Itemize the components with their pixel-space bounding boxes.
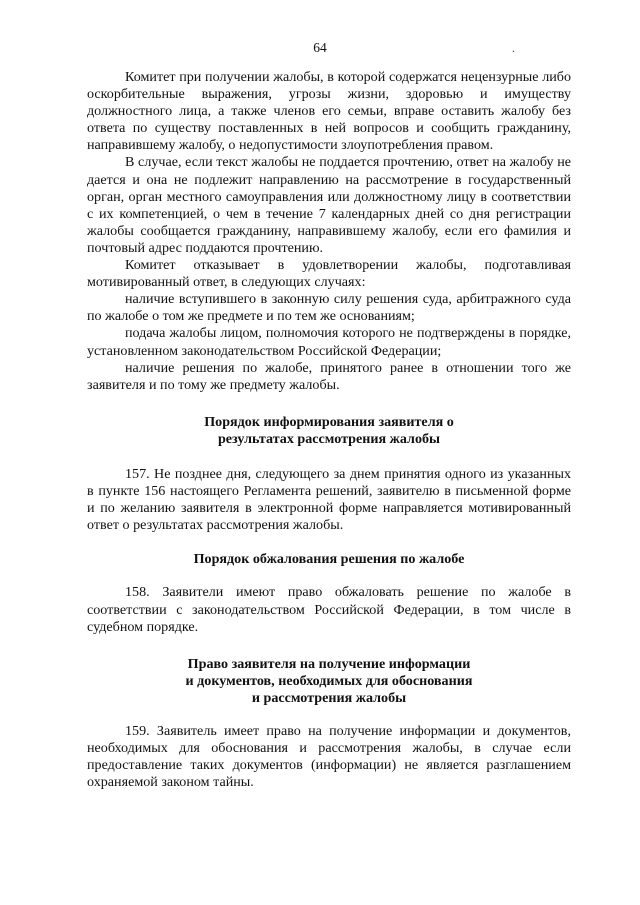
paragraph-prior-decision: наличие решения по жалобе, принятого ранее в отношении того же заявителя и по тому же предмету жалобы. xyxy=(87,359,571,393)
paragraph-court-decision: наличие вступившего в законную силу решения суда, арбитражного суда по жалобе о том же предмете и по тем же основаниям; xyxy=(87,291,571,325)
heading-appeal-line-1: Порядок обжалования решения по жалобе xyxy=(193,551,465,568)
paragraph-158: 158. Заявители имеют право обжаловать решение по жалобе в соответствии с законодательством Российской Федерации, в том числе в судебном порядке. xyxy=(87,584,571,635)
heading-appeal xyxy=(87,551,571,568)
paragraph-159: 159. Заявитель имеет право на получение информации и документов, необходимых для обоснования и рассмотрения жалобы, в случае если предоставление таких документов (информации) не является разглашением охраняемой законом тайны. xyxy=(87,723,571,791)
heading-rights xyxy=(87,656,571,707)
heading-rights-line-2: и документов, необходимых для обоснования xyxy=(185,672,473,689)
edge-mark: . xyxy=(512,41,515,55)
document-body xyxy=(87,69,571,791)
paragraph-refusal-cases: Комитет отказывает в удовлетворении жалобы, подготавливая мотивированный ответ, в следующих случаях: xyxy=(87,257,571,291)
heading-informing-line-1: Порядок информирования заявителя о xyxy=(204,413,454,430)
heading-informing-line-2: результатах рассмотрения жалобы xyxy=(217,430,441,447)
heading-rights-line-1: Право заявителя на получение информации xyxy=(187,655,471,672)
paragraph-157: 157. Не позднее дня, следующего за днем принятия одного из указанных в пункте 156 настоящего Регламента решений, заявителю в письменной форме и по желанию заявителя в электронной форме направляется мотивированный ответ о результатах рассмотрения жалобы. xyxy=(87,465,571,534)
heading-rights-line-3: и рассмотрения жалобы xyxy=(251,689,407,706)
page-number: 64 xyxy=(313,40,327,55)
heading-informing xyxy=(87,414,571,448)
paragraph-unconfirmed-authority: подача жалобы лицом, полномочия которого не подтверждены в порядке, установленном законодательством Российской Федерации; xyxy=(87,325,571,359)
paragraph-obscene-complaint: Комитет при получении жалобы, в которой содержатся нецензурные либо оскорбительные выражения, угрозы жизни, здоровью и имуществу должностного лица, а также членов его семьи, вправе оставить жалобу без ответа по существу поставленных в ней вопросов и сообщить гражданину, направившему жалобу, о недопустимости злоупотребления правом. xyxy=(87,69,571,154)
paragraph-unreadable-complaint: В случае, если текст жалобы не поддается прочтению, ответ на жалобу не дается и она не подлежит направлению на рассмотрение в государственный орган, орган местного самоуправления или должностному лицу в соответствии с их компетенцией, о чем в течение 7 календарных дней со дня регистрации жалобы сообщается гражданину, направившему жалобу, если его фамилия и почтовый адрес поддаются прочтению. xyxy=(87,154,571,256)
